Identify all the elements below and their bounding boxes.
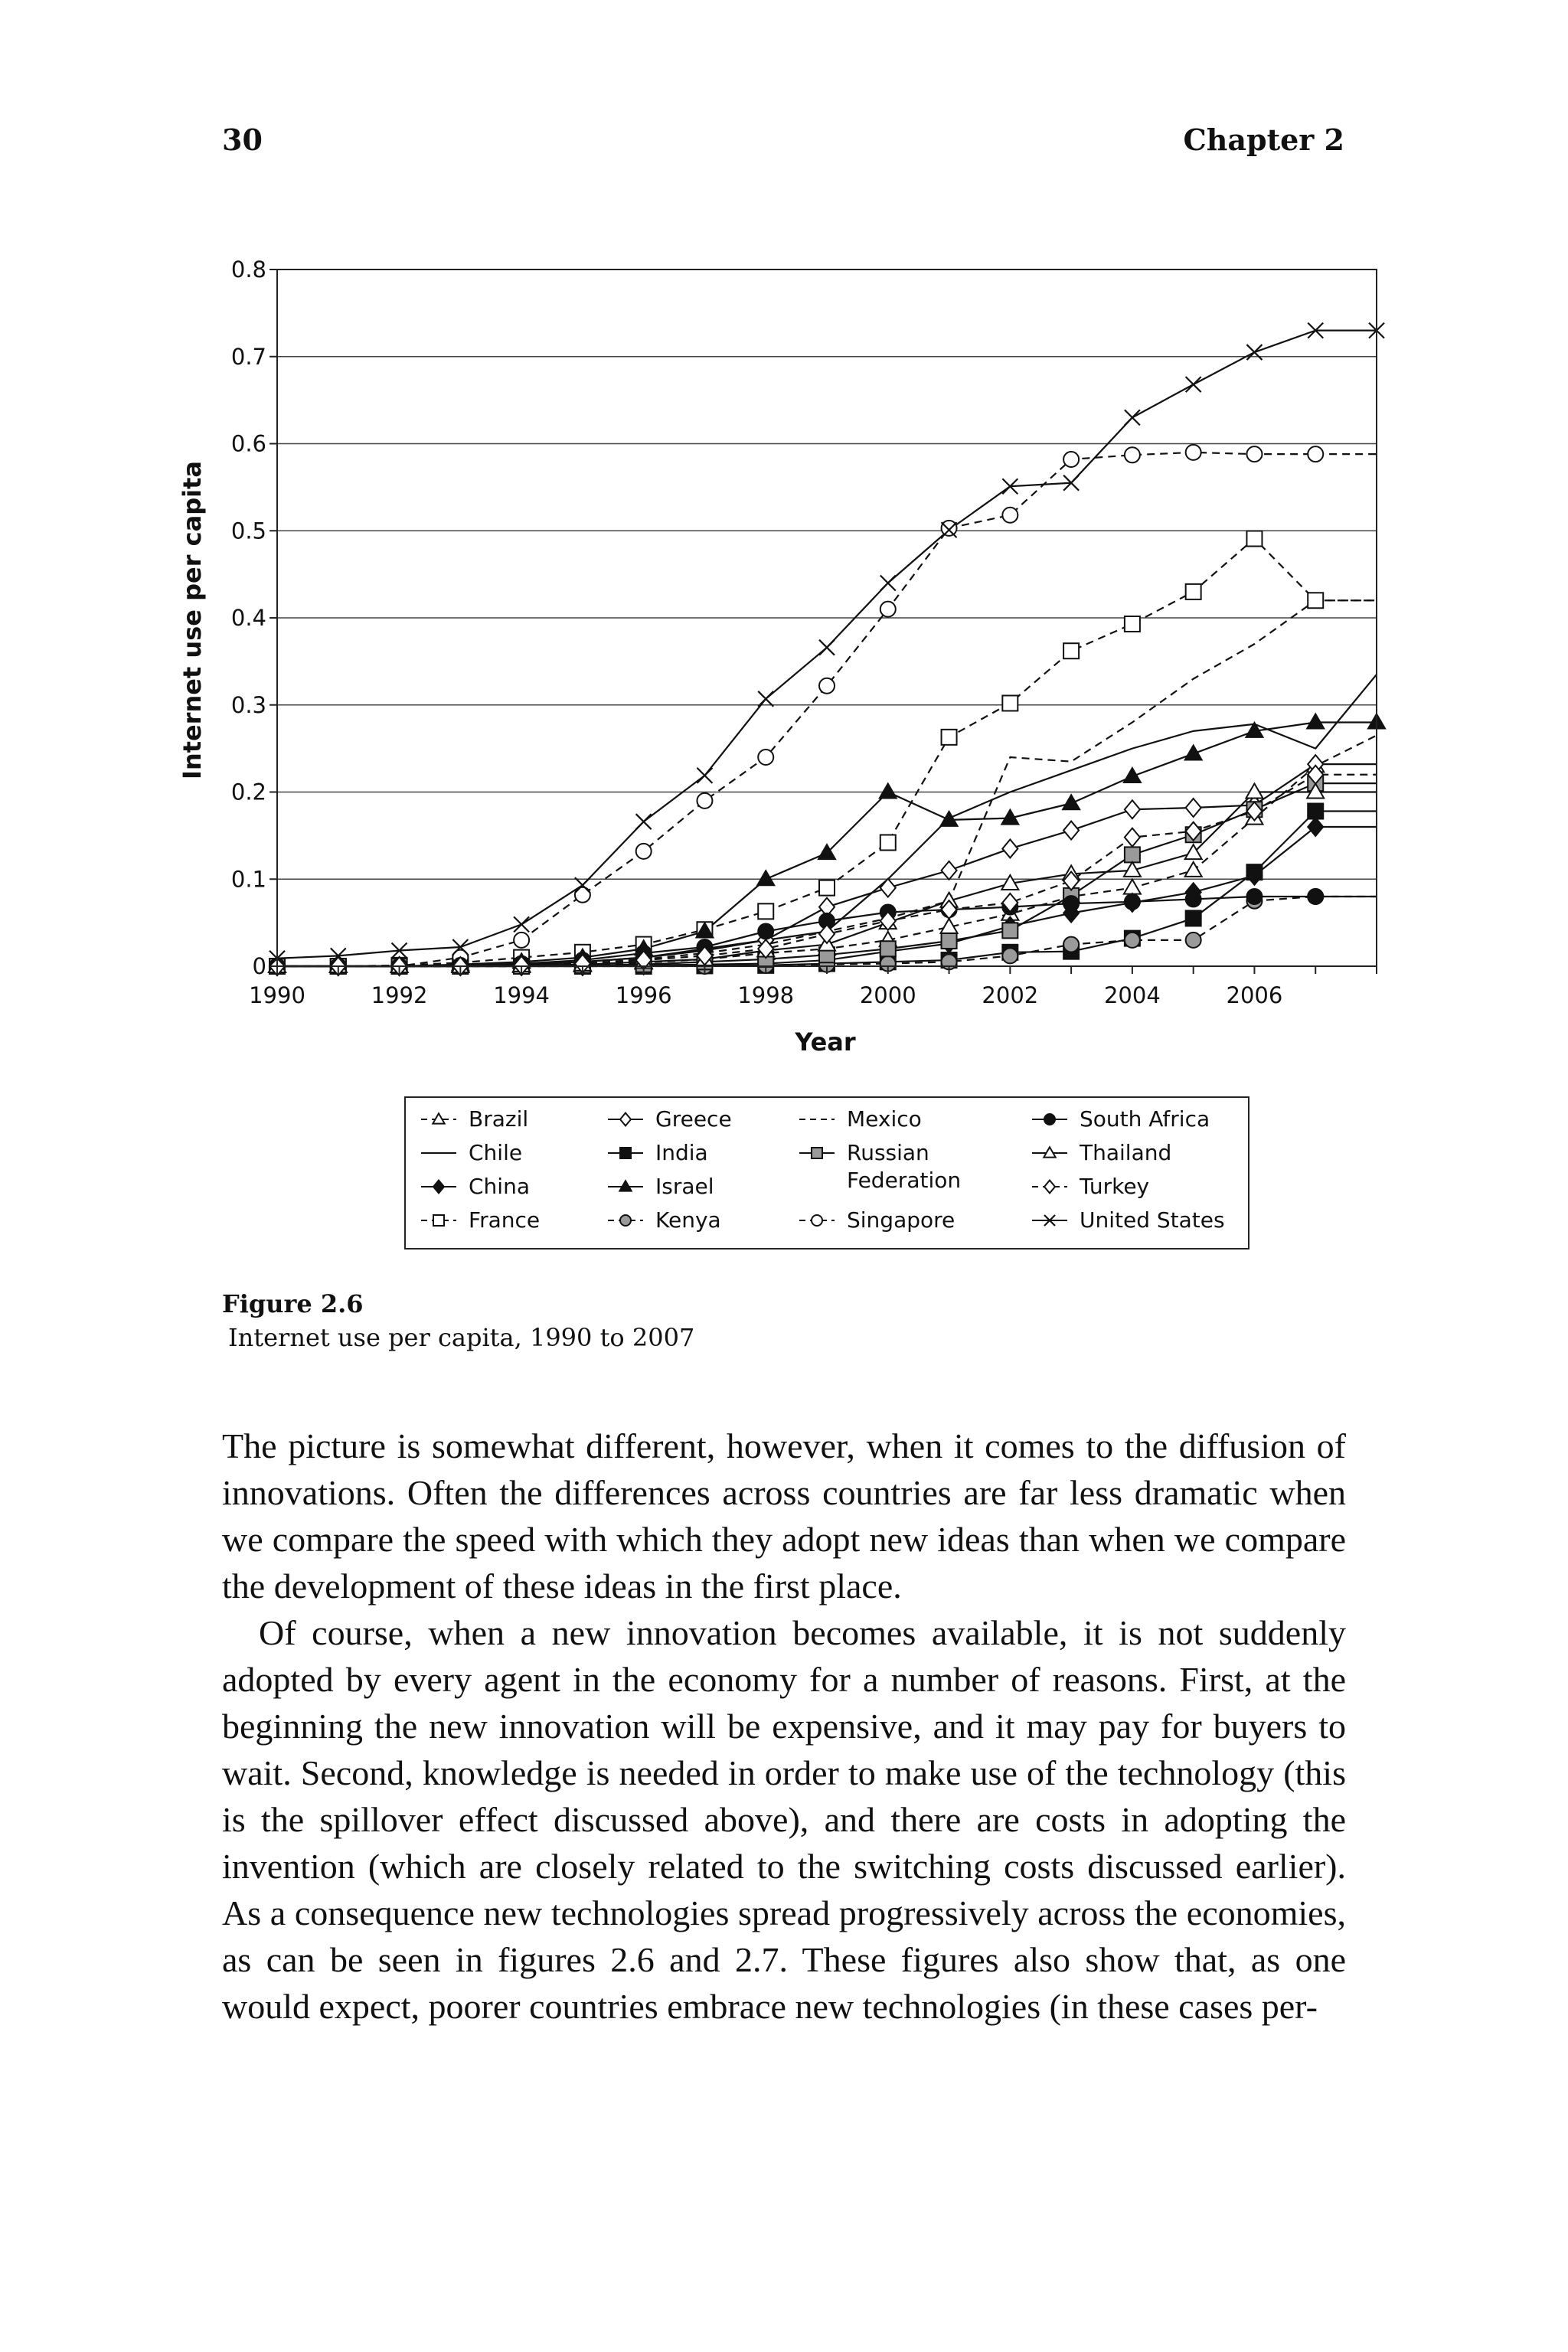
series-france-point: [880, 835, 896, 850]
series-france-point: [1186, 584, 1201, 599]
figure-caption: Internet use per capita, 1990 to 2007: [228, 1323, 695, 1352]
legend-label: Kenya: [655, 1207, 721, 1233]
y-tick-label: 0.8: [230, 256, 266, 283]
series-greece-point: [1002, 839, 1018, 858]
legend-swatch: [1031, 1142, 1069, 1164]
legend-label: India: [655, 1140, 708, 1165]
series-singapore-point: [514, 933, 529, 948]
legend-marker: [620, 1113, 631, 1126]
series-france-point: [942, 730, 957, 745]
series-united-states-point: [1186, 377, 1201, 392]
series-russian-federation-point: [1002, 923, 1018, 938]
y-tick-label: 0.5: [230, 518, 266, 544]
legend-swatch: [606, 1210, 645, 1231]
legend-swatch: [420, 1176, 458, 1197]
legend-swatch: [420, 1210, 458, 1231]
legend-swatch: [1031, 1109, 1069, 1130]
x-tick-label: 2000: [859, 982, 916, 1008]
legend-swatch: [798, 1210, 836, 1231]
series-united-states-point: [1246, 345, 1262, 360]
legend-marker: [433, 1181, 444, 1194]
x-tick-label: 2006: [1226, 982, 1283, 1008]
legend-item: [1031, 1139, 1171, 1167]
series-turkey-point: [1125, 828, 1140, 847]
legend-marker: [812, 1215, 822, 1226]
series-united-states-point: [1125, 410, 1140, 425]
legend-marker: [433, 1113, 444, 1123]
series-israel-point: [1063, 795, 1080, 809]
legend-item: [798, 1139, 961, 1194]
series-singapore-point: [1002, 508, 1018, 523]
legend-label: France: [469, 1207, 541, 1233]
legend-marker: [1044, 1114, 1055, 1125]
legend-swatch: [606, 1176, 645, 1197]
legend-item: [420, 1173, 530, 1200]
series-kenya-point: [1125, 933, 1140, 948]
legend-item: [606, 1139, 708, 1167]
legend-marker: [812, 1148, 822, 1158]
x-tick-label: 1996: [615, 982, 672, 1008]
x-tick-label: 1992: [371, 982, 428, 1008]
y-tick-label: 0.4: [230, 605, 266, 631]
series-brazil-point: [1185, 862, 1202, 877]
legend-swatch: [1031, 1176, 1069, 1197]
series-israel-point: [1185, 745, 1202, 760]
series-france-point: [1308, 593, 1323, 608]
series-south-africa-point: [1125, 894, 1140, 910]
series-united-states-line: [277, 331, 1377, 959]
series-singapore-point: [758, 750, 773, 765]
y-tick-label: 0.2: [230, 779, 266, 805]
series-israel-point: [1307, 714, 1324, 729]
legend-item: [1031, 1207, 1225, 1234]
series-israel-point: [941, 812, 958, 826]
series-france-point: [1125, 616, 1140, 632]
series-kenya-point: [1063, 937, 1079, 952]
legend-item: [606, 1106, 732, 1133]
series-singapore-point: [942, 521, 957, 536]
series-south-africa-point: [1308, 889, 1323, 904]
legend-marker: [620, 1215, 631, 1226]
series-kenya-point: [1186, 933, 1201, 948]
internet-use-chart: [0, 0, 1568, 1087]
series-singapore-point: [1186, 445, 1201, 460]
legend-label: Chile: [469, 1140, 523, 1165]
running-head: Chapter 2: [1183, 122, 1344, 157]
legend-label: Thailand: [1080, 1140, 1172, 1165]
series-united-states-point: [819, 640, 835, 655]
series-greece-point: [1186, 799, 1201, 817]
series-greece-point: [880, 879, 896, 897]
x-tick-label: 1994: [493, 982, 550, 1008]
series-singapore-point: [1308, 446, 1323, 462]
legend-swatch: [606, 1142, 645, 1164]
series-thailand-point: [1246, 784, 1263, 799]
paragraph: Of course, when a new innovation becomes available, it is not suddenly adopted by every agent in the economy for a number of reasons. First, at the beginning the new innovation will be expensive, and it may pay for buyers to wait. Second, knowledge is needed in order to make use of the technology (this is the spillover effect discussed above), and there are costs in adopting the invention (which are closely related to the switching costs discussed earlier). As a consequence new technologies spread progressively across the economies, as can be seen in figures 2.6 and 2.7. These figures also show that, as one would expect, poorer countries embrace new technologies (in these cases per-: [222, 1613, 1346, 2026]
legend-item: [420, 1139, 522, 1167]
series-united-states-point: [636, 814, 652, 829]
chart-legend: [404, 1096, 1250, 1250]
figure-label: Figure 2.6: [222, 1289, 364, 1318]
legend-swatch: [420, 1109, 458, 1130]
series-south-africa-point: [1246, 889, 1262, 904]
y-tick-label: 0.6: [230, 430, 266, 457]
legend-label: China: [469, 1174, 530, 1199]
legend-marker: [619, 1181, 631, 1191]
series-south-africa-point: [758, 924, 773, 939]
paragraph: The picture is somewhat different, however, when it comes to the diffusion of innovations. Often the differences across countries are far less dramatic when we compare the speed with which they adopt new ideas than when we compare the development of these ideas in the first place.: [222, 1426, 1346, 1606]
legend-swatch: [798, 1109, 836, 1130]
series-united-states-point: [758, 691, 773, 707]
legend-label: Greece: [655, 1106, 732, 1132]
series-kenya-point: [1002, 948, 1018, 963]
series-russian-federation-point: [1125, 847, 1140, 862]
legend-marker: [1044, 1181, 1055, 1194]
y-tick-label: 0.3: [230, 691, 266, 718]
x-tick-label: 1990: [249, 982, 305, 1008]
legend-marker: [1044, 1147, 1055, 1157]
series-brazil-point: [1124, 880, 1141, 894]
y-tick-label: 0.1: [230, 866, 266, 893]
legend-swatch: [798, 1142, 836, 1164]
legend-item: [798, 1106, 922, 1133]
series-india-point: [1308, 804, 1323, 819]
legend-label: Turkey: [1080, 1174, 1150, 1199]
series-singapore-point: [880, 602, 896, 617]
legend-label: Singapore: [847, 1207, 956, 1233]
series-singapore-point: [1063, 452, 1079, 467]
series-india-point: [1186, 910, 1201, 926]
x-tick-label: 1998: [737, 982, 795, 1008]
series-united-states-point: [880, 576, 896, 591]
series-india-point: [1246, 864, 1262, 880]
legend-marker: [433, 1215, 444, 1226]
series-singapore-point: [697, 793, 712, 808]
body-text: [222, 1423, 1346, 2030]
legend-label: Russian Federation: [847, 1140, 962, 1193]
legend-item: [420, 1207, 540, 1234]
series-greece-point: [1063, 822, 1079, 840]
series-south-africa-point: [1186, 891, 1201, 906]
series-singapore-point: [636, 844, 652, 859]
series-france-point: [758, 903, 773, 919]
series-china-point: [1308, 818, 1323, 836]
legend-swatch: [1031, 1210, 1069, 1231]
x-tick-label: 2002: [982, 982, 1039, 1008]
legend-label: South Africa: [1080, 1106, 1210, 1132]
legend-label: Brazil: [469, 1106, 529, 1132]
series-israel-point: [880, 784, 897, 799]
series-south-africa-point: [1063, 896, 1079, 911]
x-tick-label: 2004: [1103, 982, 1161, 1008]
legend-label: United States: [1080, 1207, 1225, 1233]
legend-swatch: [606, 1109, 645, 1130]
legend-item: [1031, 1106, 1210, 1133]
legend-item: [420, 1106, 528, 1133]
series-greece-point: [1125, 800, 1140, 818]
x-axis-label: Year: [795, 1027, 856, 1057]
legend-item: [798, 1207, 955, 1234]
series-israel-point: [1124, 768, 1141, 782]
series-united-states-point: [697, 768, 712, 783]
y-axis-label: Internet use per capita: [178, 461, 207, 779]
legend-item: [606, 1173, 714, 1200]
legend-item: [606, 1207, 721, 1234]
series-singapore-point: [1125, 447, 1140, 462]
series-russian-federation-point: [942, 933, 957, 949]
series-singapore-point: [1246, 446, 1262, 462]
series-united-states-point: [514, 916, 529, 932]
series-france-point: [1246, 531, 1262, 546]
series-france-point: [819, 880, 835, 896]
y-tick-label: 0.7: [230, 343, 266, 370]
legend-label: Israel: [655, 1174, 714, 1199]
legend-swatch: [420, 1142, 458, 1164]
page-number: 30: [222, 122, 263, 157]
series-france-point: [1063, 643, 1079, 658]
series-greece-point: [942, 861, 957, 880]
legend-label: Mexico: [847, 1106, 922, 1132]
series-israel-point: [757, 871, 774, 885]
legend-item: [1031, 1173, 1149, 1200]
legend-marker: [620, 1148, 631, 1158]
y-tick-label: 0: [252, 953, 266, 979]
series-russian-federation-point: [880, 941, 896, 956]
series-france-point: [1002, 695, 1018, 710]
series-singapore-point: [819, 678, 835, 694]
